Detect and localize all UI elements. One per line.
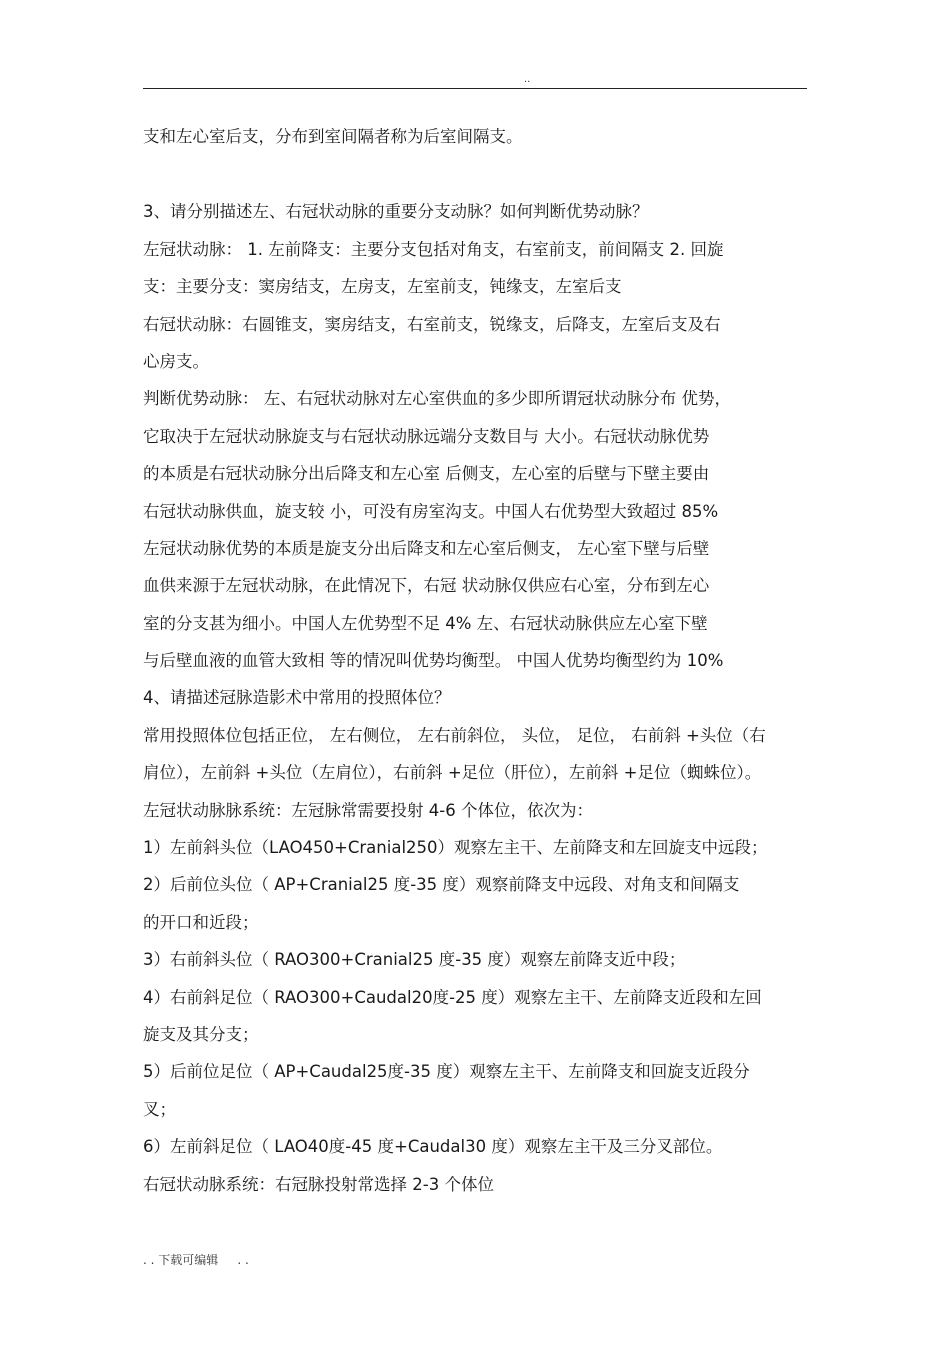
text-line: 右冠状动脉：右圆锥支，窦房结支，右室前支，锐缘支，后降支，左室后支及右 <box>143 314 721 334</box>
list-item: 3）右前斜头位（ RAO300+Cranial25 度-35 度）观察左前降支近中段； <box>143 950 686 970</box>
text-line: 支和左心室后支，分布到室间隔者称为后室间隔支。 <box>143 127 523 146</box>
question-4-heading: 4、请描述冠脉造影术中常用的投照体位？ <box>143 688 451 708</box>
text-line: 左冠状动脉优势的本质是旋支分出后降支和左心室后侧支， 左心室下壁与后壁 <box>143 538 710 558</box>
text-line: 心房支。 <box>143 351 209 371</box>
list-item-continued: 叉； <box>143 1099 176 1119</box>
text-line: 右冠状动脉系统：右冠脉投射常选择 2-3 个体位 <box>143 1174 494 1194</box>
document-body <box>143 118 823 1203</box>
text-line: 它取决于左冠状动脉旋支与右冠状动脉远端分支数目与 大小。右冠状动脉优势 <box>143 426 710 446</box>
header-rule <box>143 88 807 89</box>
list-item: 1）左前斜头位（LAO450+Cranial250）观察左主干、左前降支和左回旋支中远段； <box>143 838 768 858</box>
text-line: 左冠状动脉脉系统：左冠脉常需要投射 4-6 个体位，依次为： <box>143 800 593 820</box>
list-item-continued: 旋支及其分支； <box>143 1024 259 1044</box>
text-line: 支：主要分支：窦房结支，左房支，左室前支，钝缘支，左室后支 <box>143 277 622 297</box>
list-item: 6）左前斜足位（ LAO40度-45 度+Caudal30 度）观察左主干及三分叉部位。 <box>143 1137 723 1157</box>
footer-mark: . . 下载可编辑 . . <box>143 1253 249 1267</box>
question-3-heading: 3、请分别描述左、右冠状动脉的重要分支动脉？如何判断优势动脉？ <box>143 202 649 222</box>
list-item: 2）后前位头位（ AP+Cranial25 度-35 度）观察前降支中远段、对角支和间隔支 <box>143 875 740 895</box>
text-line: 血供来源于左冠状动脉，在此情况下，右冠 状动脉仅供应右心室，分布到左心 <box>143 576 710 596</box>
text-line: 右冠状动脉供血，旋支较 小，可没有房室沟支。中国人右优势型大致超过 85% <box>143 501 719 521</box>
list-item: 5）后前位足位（ AP+Caudal25度-35 度）观察左主干、左前降支和回旋支近段分 <box>143 1062 750 1082</box>
paragraph-gap <box>143 155 823 193</box>
header-mark: .. <box>524 74 531 85</box>
text-line: 肩位），左前斜 +头位（左肩位），右前斜 +足位（肝位），左前斜 +足位（蜘蛛位）。 <box>143 763 762 783</box>
text-line: 常用投照体位包括正位， 左右侧位， 左右前斜位， 头位， 足位， 右前斜 +头位（右 <box>143 725 766 745</box>
text-line: 左冠状动脉： 1. 左前降支：主要分支包括对角支，右室前支，前间隔支 2. 回旋 <box>143 239 724 259</box>
list-item-continued: 的开口和近段； <box>143 912 259 932</box>
text-line: 判断优势动脉： 左、右冠状动脉对左心室供血的多少即所谓冠状动脉分布 优势， <box>143 389 731 409</box>
list-item: 4）右前斜足位（ RAO300+Caudal20度-25 度）观察左主干、左前降支近段和左回 <box>143 987 762 1007</box>
text-line: 室的分支甚为细小。中国人左优势型不足 4% 左、右冠状动脉供应左心室下壁 <box>143 613 708 633</box>
text-line: 与后壁血液的血管大致相 等的情况叫优势均衡型。 中国人优势均衡型约为 10% <box>143 651 724 671</box>
text-line: 的本质是右冠状动脉分出后降支和左心室 后侧支，左心室的后壁与下壁主要由 <box>143 464 710 484</box>
